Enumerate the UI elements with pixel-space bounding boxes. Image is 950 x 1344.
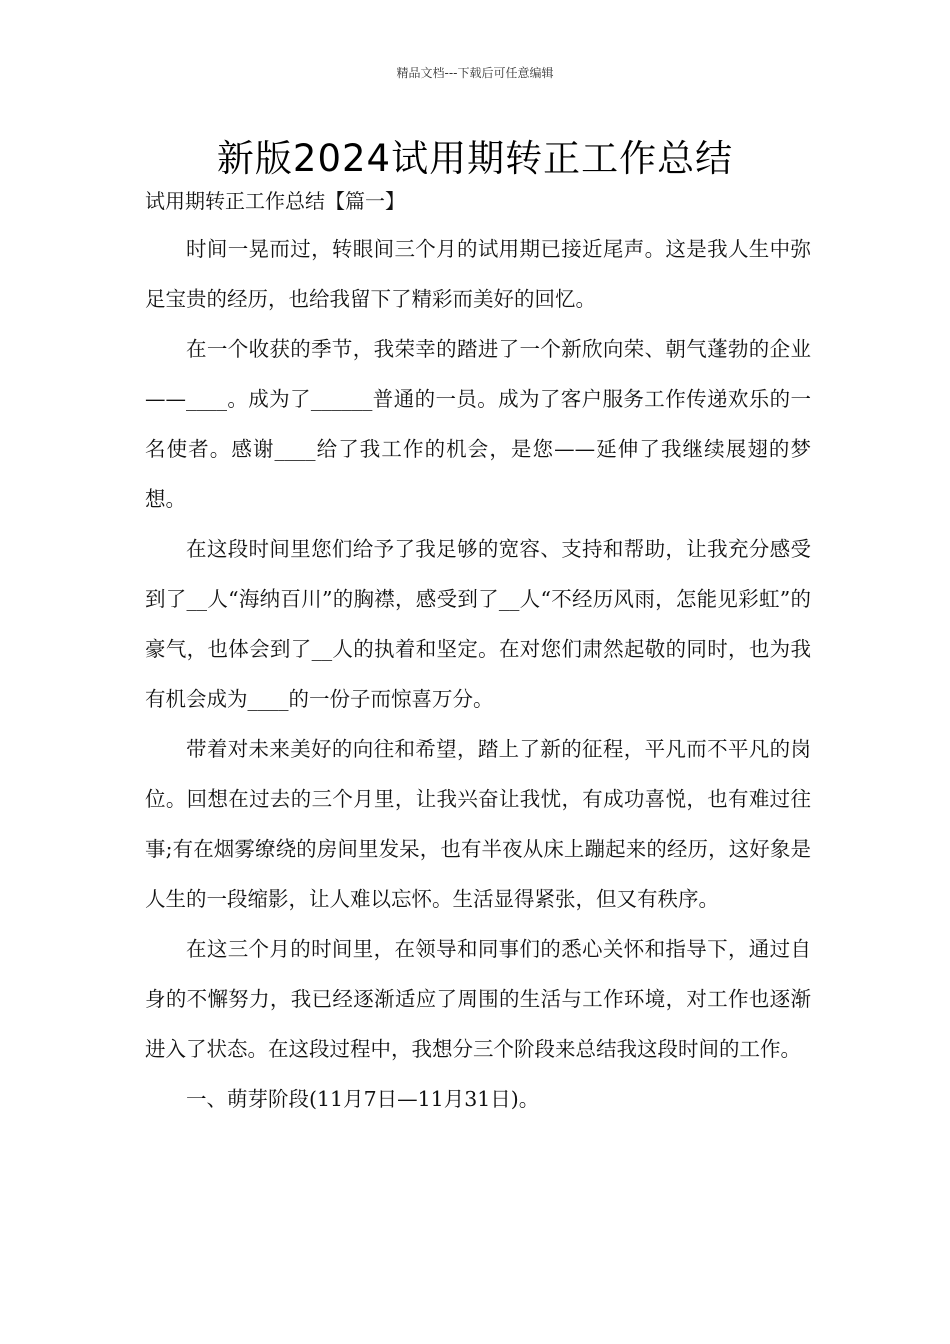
paragraph-5: 在这三个月的时间里，在领导和同事们的悉心关怀和指导下，通过自身的不懈努力，我已经逐渐适应了周围的生活与工作环境，对工作也逐渐进入了状态。在这段过程中，我想分三个阶段来总结我这段时间的工作。 bbox=[145, 937, 811, 1061]
paragraph-3: 在这段时间里您们给予了我足够的宽容、支持和帮助，让我充分感受到了__人“海纳百川”的胸襟，感受到了__人“不经历风雨，怎能见彩虹”的豪气，也体会到了__人的执着和坚定。在对您们肃然起敬的同时，也为我有机会成为____的一份子而惊喜万分。 bbox=[145, 537, 811, 711]
paragraph-1: 时间一晃而过，转眼间三个月的试用期已接近尾声。这是我人生中弥足宝贵的经历，也给我留下了精彩而美好的回忆。 bbox=[145, 237, 811, 311]
header-note: 精品文档---下载后可任意编辑 bbox=[396, 66, 554, 80]
paragraph-2: 在一个收获的季节，我荣幸的踏进了一个新欣向荣、朝气蓬勃的企业——____。成为了______普通的一员。成为了客户服务工作传递欢乐的一名使者。感谢____给了我工作的机会，是您——延伸了我继续展翅的梦想。 bbox=[145, 337, 811, 511]
paragraph-6: 一、萌芽阶段(11月7日—11月31日)。 bbox=[186, 1087, 540, 1111]
section-title: 试用期转正工作总结【篇一】 bbox=[145, 189, 405, 213]
document-body bbox=[145, 224, 811, 1124]
document-title: 新版2024试用期转正工作总结 bbox=[216, 137, 734, 180]
paragraph-4: 带着对未来美好的向往和希望，踏上了新的征程，平凡而不平凡的岗位。回想在过去的三个月里，让我兴奋让我忧，有成功喜悦，也有难过往事;有在烟雾缭绕的房间里发呆，也有半夜从床上蹦起来的经历，这好象是人生的一段缩影，让人难以忘怀。生活显得紧张，但又有秩序。 bbox=[145, 737, 811, 911]
